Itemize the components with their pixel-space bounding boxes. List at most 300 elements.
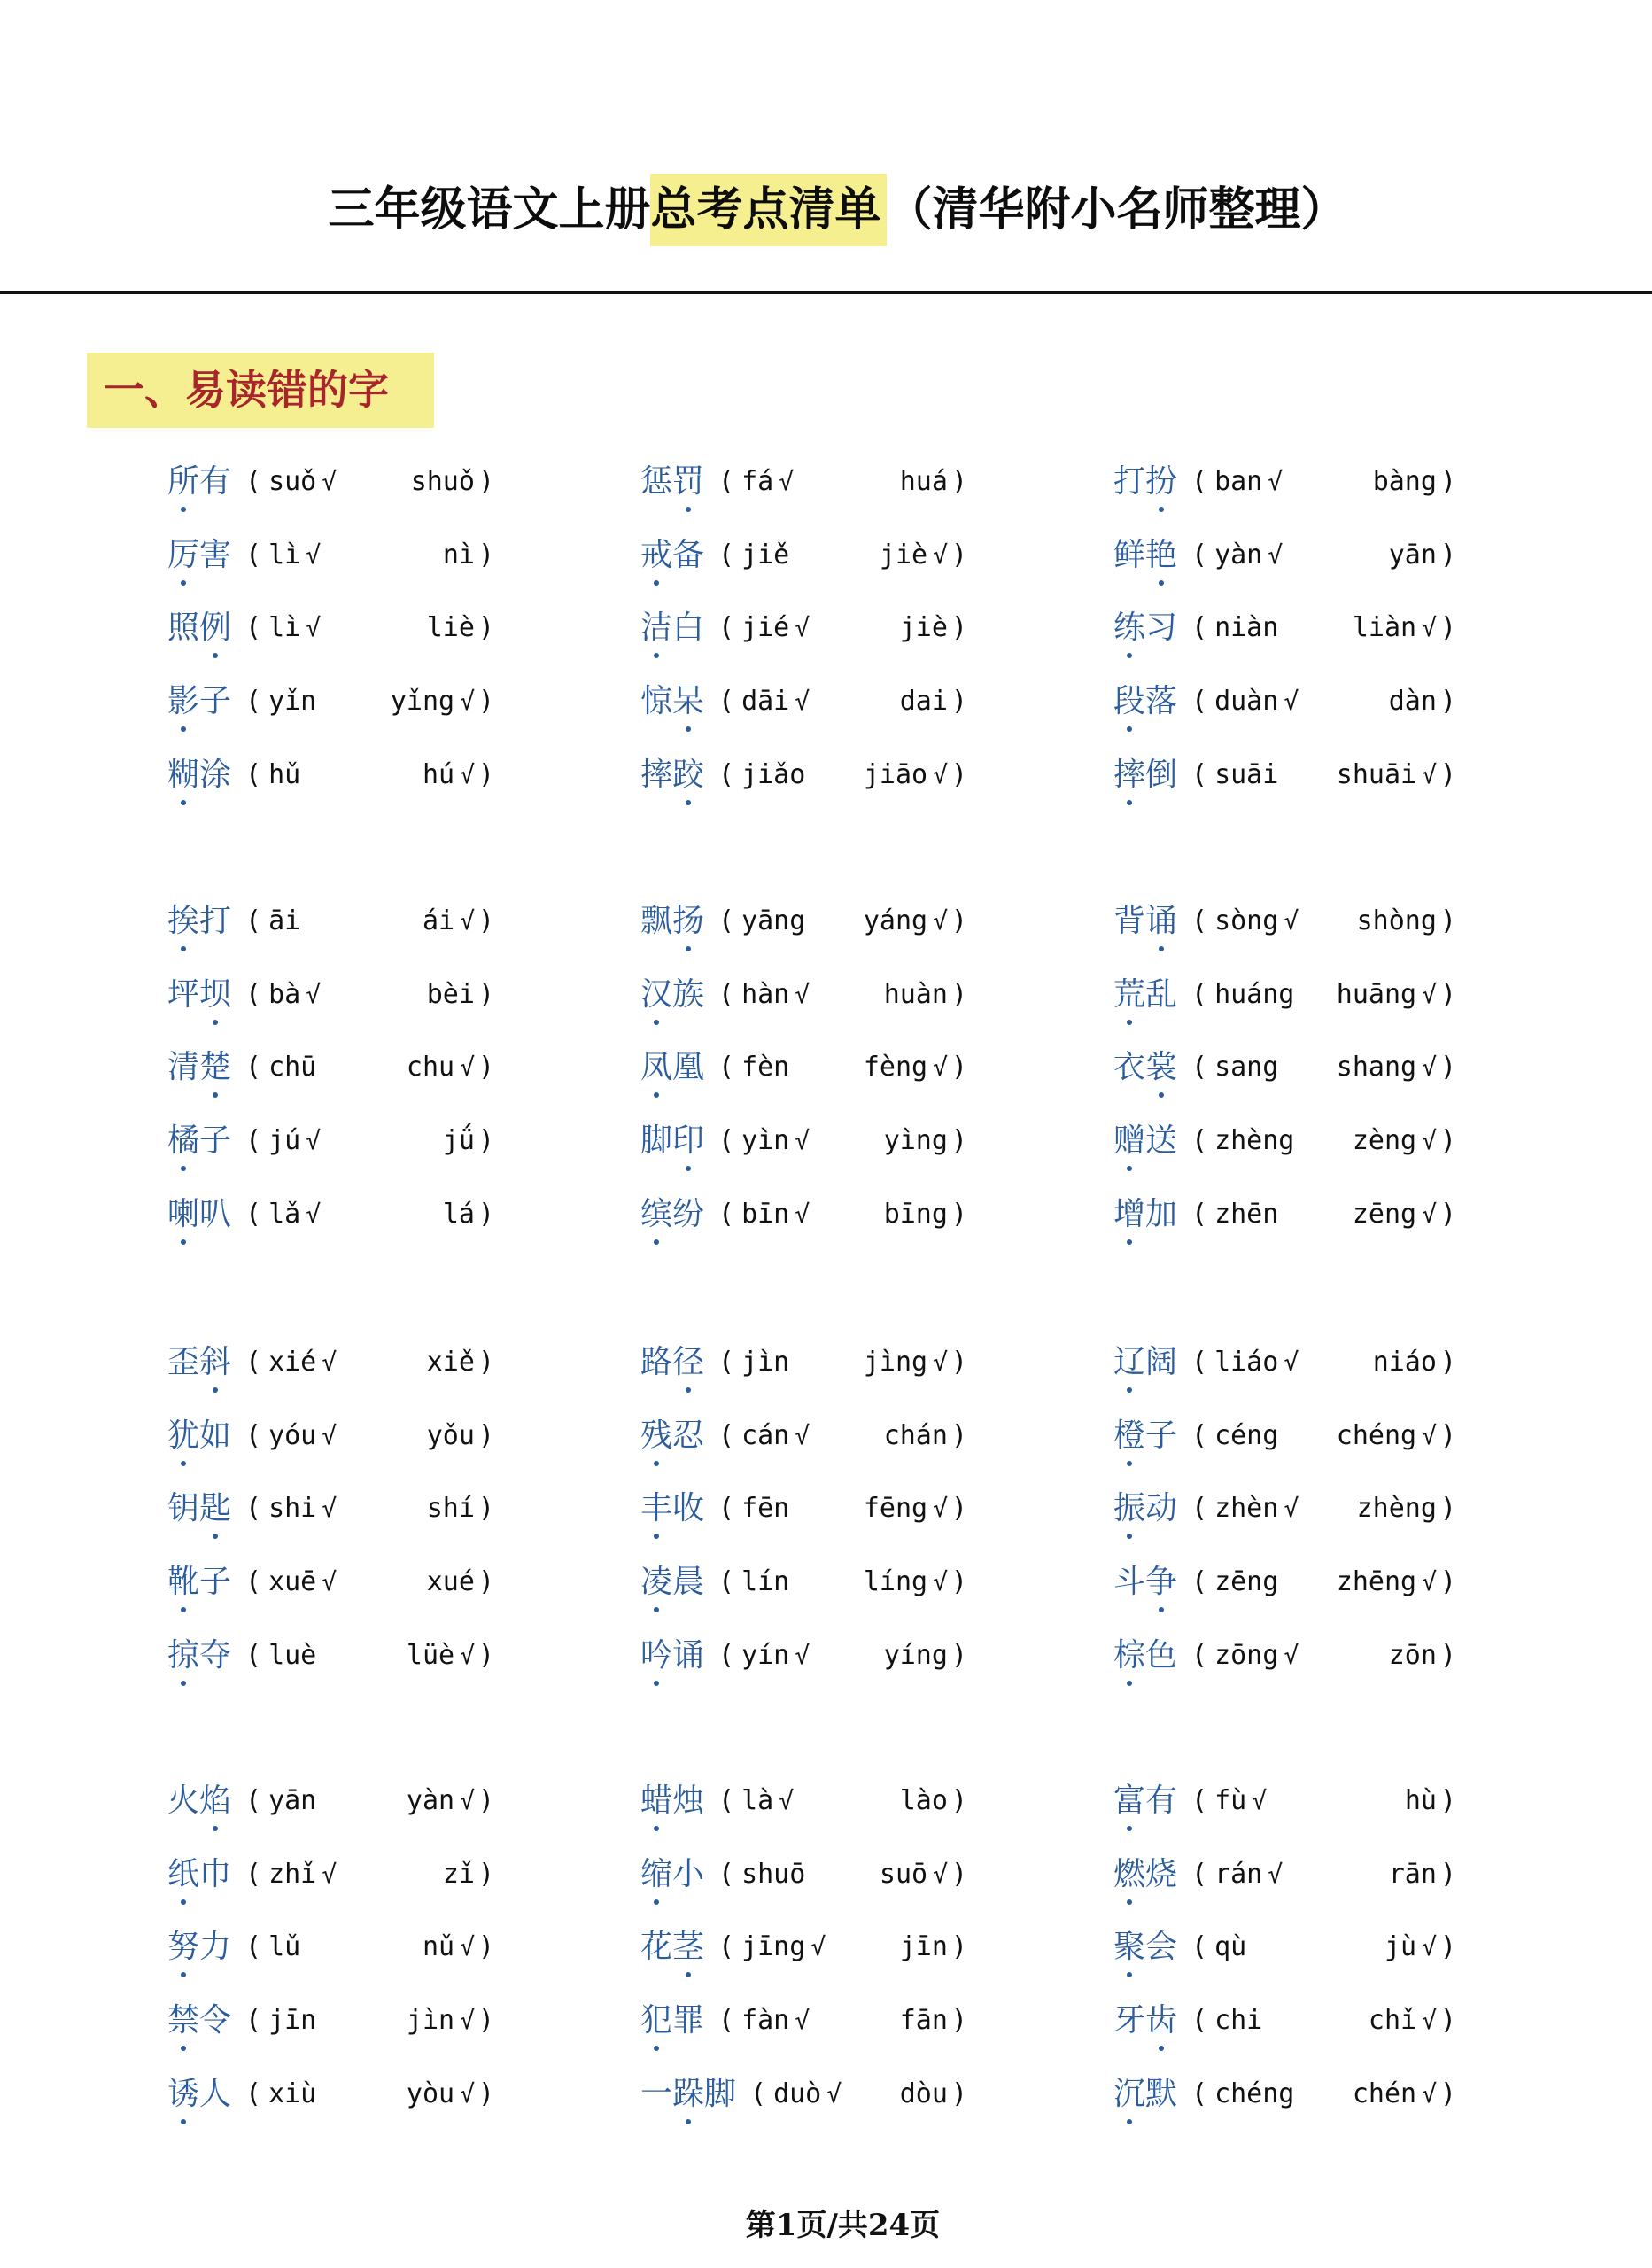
paren-open: ( [1191,905,1208,937]
pinyin-text: dàn [1388,686,1437,718]
word [640,757,704,793]
paren-open: ( [245,2078,262,2109]
word-item [1113,885,1456,959]
paren-open: ( [1191,1419,1208,1451]
pinyin-text: xuē [268,1566,317,1598]
pinyin-option-2 [864,1565,948,1600]
paren-close: ) [1439,905,1456,937]
emphasis-dot-char: 练 [1113,610,1146,647]
emphasis-dot-char: 凌 [640,1564,673,1601]
word-item [640,1326,967,1400]
check-mark-icon: √ [306,979,322,1009]
pinyin-option-2 [1357,1491,1437,1526]
word [1113,1050,1177,1085]
word-char: 加 [1145,1195,1178,1232]
pinyin-option-2 [884,1197,948,1232]
pinyin-option-1 [741,1930,826,1965]
paren-open: ( [718,612,735,644]
word-char: 如 [199,1417,232,1454]
pinyin-option-2 [900,610,948,646]
word-char: 令 [199,2002,232,2039]
pinyin-option-2 [443,1857,475,1892]
pinyin-text: yān [1388,539,1437,571]
paren-close: ) [950,2005,967,2037]
word-char: 送 [1145,1122,1178,1160]
emphasis-dot-char: 焰 [199,1783,232,1820]
word-char: 子 [1145,1417,1178,1454]
pinyin-option-1 [741,464,794,500]
word [167,2003,231,2039]
check-mark-icon: √ [933,1348,948,1378]
emphasis-dot-char: 犯 [640,2002,673,2039]
pinyin-text: chi [1214,2005,1263,2037]
pinyin-option-2 [884,1638,948,1674]
paren-open: ( [1191,1785,1208,1817]
pinyin-option-2 [884,1418,948,1454]
word-char: 烧 [1145,1855,1178,1892]
paren-close: ) [477,1493,494,1525]
word [640,464,704,500]
emphasis-dot-char: 赠 [1113,1122,1146,1160]
word-item [167,885,494,959]
pinyin-text: shi [268,1493,317,1525]
check-mark-icon: √ [1252,1786,1268,1816]
pinyin-option-1 [1214,1197,1278,1232]
emphasis-dot-char: 争 [1145,1564,1178,1601]
emphasis-dot-char: 富 [1113,1783,1146,1820]
emphasis-dot-char: 糊 [167,756,200,793]
check-mark-icon: √ [460,1052,475,1083]
pinyin-text: yān [268,1785,317,1817]
pinyin-text: yǒu [426,1419,475,1451]
check-mark-icon: √ [795,979,810,1009]
pinyin-text: zēng [1352,1198,1417,1230]
pinyin-text: yòu [406,2078,455,2109]
word-char: 纷 [672,1195,705,1232]
word-item [640,1984,967,2058]
word-item [167,2057,494,2131]
pinyin-option-2 [411,464,475,500]
emphasis-dot-char: 诵 [1145,903,1178,940]
pinyin-text: xiě [426,1347,475,1379]
pinyin-option-2 [1353,610,1437,646]
pinyin-text: dai [899,686,948,718]
paren-open: ( [718,1052,735,1084]
emphasis-dot-char: 坝 [199,975,232,1013]
paren-close: ) [1439,758,1456,790]
check-mark-icon: √ [795,687,810,717]
pinyin-option-2 [1337,977,1437,1013]
word-char: 忍 [672,1417,705,1454]
pinyin-option-2 [1353,2077,1437,2112]
pinyin-text: huāng [1336,978,1417,1010]
paren-open: ( [245,1566,262,1598]
paren-open: ( [245,1198,262,1230]
paren-close: ) [477,1639,494,1671]
word-char: 斗 [1113,1564,1146,1601]
paren-open: ( [718,2005,735,2037]
paren-close: ) [1439,1566,1456,1598]
pinyin-text: nì [442,539,475,571]
paren-open: ( [245,758,262,790]
pinyin-option-1 [268,1418,337,1454]
paren-open: ( [1191,2078,1208,2109]
pinyin-option-1 [1214,684,1299,719]
pinyin-option-2 [1384,1930,1437,1965]
emphasis-dot-char: 残 [640,1417,673,1454]
pinyin-text: là [741,1785,774,1817]
pinyin-option-2 [884,1123,948,1159]
word-group [0,885,1652,1253]
pinyin-option-1 [741,1197,810,1232]
word-column [640,446,967,812]
pinyin-option-2 [900,464,948,500]
pinyin-option-2 [443,538,475,573]
pinyin-text: nǔ [422,1931,455,1963]
pinyin-text: chu [406,1052,455,1084]
pinyin-option-2 [864,904,948,939]
section-heading: 一、易读错的字 [87,353,434,428]
pinyin-text: lá [442,1198,475,1230]
check-mark-icon: √ [306,613,322,643]
paren-open: ( [1191,978,1208,1010]
pinyin-text: shuāi [1336,758,1417,790]
pinyin-text: liáo [1214,1347,1279,1379]
word-char: 白 [672,610,705,647]
word [640,684,704,719]
word-item [167,1105,494,1178]
check-mark-icon: √ [1284,1494,1299,1524]
pinyin-text: líng [863,1566,928,1598]
pinyin-text: huàn [883,978,948,1010]
word-item [640,885,967,959]
pinyin-text: niàn [1214,612,1279,644]
paren-open: ( [718,466,735,498]
word-char: 坪 [167,975,200,1013]
pinyin-option-2 [1373,464,1437,500]
check-mark-icon: √ [1284,906,1299,936]
paren-open: ( [245,1419,262,1451]
word-item [1113,519,1456,593]
word-char: 路 [640,1344,673,1381]
pinyin-text: zhèng [1356,1493,1437,1525]
paren-close: ) [477,539,494,571]
paren-close: ) [1439,2078,1456,2109]
word [1113,1930,1177,1965]
word-column [1113,885,1456,1251]
word-item [640,1400,967,1473]
check-mark-icon: √ [306,540,322,570]
check-mark-icon: √ [1284,1348,1299,1378]
word [167,1197,231,1232]
pinyin-text: jiāo [863,758,928,790]
word-item [167,1984,494,2058]
word-item [640,959,967,1032]
pinyin-text: jìn [406,2005,455,2037]
pinyin-option-2 [1369,2003,1437,2039]
paren-close: ) [950,1566,967,1598]
pinyin-option-2 [880,1857,948,1892]
paren-open: ( [718,1639,735,1671]
word [640,2003,704,2039]
emphasis-dot-char: 诱 [167,2075,200,2112]
emphasis-dot-char: 挨 [167,903,200,940]
word [640,1783,704,1819]
paren-open: ( [718,905,735,937]
pinyin-text: fèn [741,1052,790,1084]
paren-close: ) [477,978,494,1010]
check-mark-icon: √ [795,1199,810,1229]
word-char: 惊 [640,683,673,720]
pinyin-text: duàn [1214,686,1279,718]
check-mark-icon: √ [460,2006,475,2036]
emphasis-dot-char: 裳 [1145,1049,1178,1086]
word [1113,1418,1177,1454]
paren-open: ( [1191,1052,1208,1084]
pinyin-text: huá [899,466,948,498]
word-char: 习 [1145,610,1178,647]
pinyin-text: zèng [1352,1125,1417,1157]
page-indicator: 第1页/共24页 [745,2208,941,2243]
word-char: 烛 [672,1783,705,1820]
pinyin-option-2 [864,1345,948,1380]
emphasis-dot-char: 罚 [672,463,705,501]
check-mark-icon: √ [460,2078,475,2109]
pinyin-option-1 [268,1050,316,1085]
pinyin-text: fá [741,466,774,498]
pinyin-text: rán [1214,1858,1263,1890]
paren-close: ) [477,466,494,498]
pinyin-option-2 [427,1418,475,1454]
pinyin-option-1 [741,2003,810,2039]
pinyin-text: céng [1214,1419,1279,1451]
pinyin-text: lì [268,612,301,644]
pinyin-option-2 [900,684,948,719]
pinyin-text: jīn [268,2005,317,2037]
pinyin-option-1 [268,610,321,646]
paren-open: ( [245,1052,262,1084]
word-item [1113,446,1456,519]
paren-close: ) [950,1419,967,1451]
word [1113,684,1177,719]
word-group [0,1326,1652,1694]
title-highlight: 总考点清单 [650,174,886,246]
paren-close: ) [950,905,967,937]
check-mark-icon: √ [1422,1932,1437,1962]
word-item [1113,738,1456,812]
check-mark-icon: √ [933,759,948,789]
word-item [640,1619,967,1692]
pinyin-option-1 [268,904,300,939]
pinyin-option-2 [443,1123,475,1159]
word [167,757,231,793]
pinyin-option-1 [1214,2003,1262,2039]
paren-open: ( [1191,1639,1208,1671]
paren-close: ) [477,1858,494,1890]
pinyin-option-2 [1337,1050,1437,1085]
check-mark-icon: √ [460,687,475,717]
paren-open: ( [1191,1125,1208,1157]
word-group [0,1765,1652,2132]
emphasis-dot-char: 匙 [199,1490,232,1527]
pinyin-option-2 [407,1050,475,1085]
word-item [640,1546,967,1619]
word-char: 会 [1145,1929,1178,1966]
pinyin-text: fān [899,2005,948,2037]
check-mark-icon: √ [933,1567,948,1597]
pinyin-option-2 [443,1197,475,1232]
paren-open: ( [1191,539,1208,571]
pinyin-text: dòu [899,2078,948,2109]
pinyin-option-1 [268,1123,321,1159]
word-column [640,1765,967,2131]
emphasis-dot-char: 厉 [167,536,200,573]
word-item [167,592,494,665]
pinyin-option-2 [1405,1783,1437,1819]
paren-close: ) [1439,1931,1456,1963]
pinyin-option-1 [268,1491,337,1526]
pinyin-text: ban [1214,466,1263,498]
word-item [640,446,967,519]
word-item [1113,1838,1456,1912]
emphasis-dot-char: 段 [1113,683,1146,720]
pinyin-text: xiù [268,2078,317,2109]
pinyin-option-1 [741,1491,789,1526]
pinyin-text: yìn [741,1125,790,1157]
pinyin-option-1 [268,2077,316,2112]
word-item [640,519,967,593]
word-char: 飘 [640,903,673,940]
word-item [640,1765,967,1838]
pinyin-text: zhēn [1214,1198,1279,1230]
paren-close: ) [1439,2005,1456,2037]
word [1113,464,1177,500]
pinyin-text: yín [741,1639,790,1671]
paren-open: ( [245,1347,262,1379]
pinyin-text: hù [1404,1785,1437,1817]
emphasis-dot-char: 努 [167,1929,200,1966]
emphasis-dot-char: 吟 [640,1636,673,1674]
pinyin-text: duò [773,2078,822,2109]
pinyin-option-1 [1214,1345,1299,1380]
word-column [1113,1765,1456,2131]
pinyin-text: zēng [1214,1566,1279,1598]
paren-close: ) [1439,1785,1456,1817]
word-item [640,2057,967,2131]
paren-close: ) [1439,1639,1456,1671]
emphasis-dot-char: 禁 [167,2002,200,2039]
word-char: 打 [199,903,232,940]
pinyin-text: liè [426,612,475,644]
word [167,1565,231,1600]
word-char: 色 [1145,1636,1178,1674]
word [640,1638,704,1674]
pinyin-option-2 [423,1930,475,1965]
paren-close: ) [477,2005,494,2037]
word-item [167,1177,494,1251]
word-item [640,1105,967,1178]
pinyin-text: yáng [863,905,928,937]
pinyin-option-1 [773,2077,842,2112]
word-item [640,1472,967,1546]
pinyin-text: xué [426,1566,475,1598]
pinyin-option-1 [268,2003,316,2039]
pinyin-option-2 [423,757,475,793]
word-char: 默 [1145,2075,1178,2112]
pinyin-text: yóu [268,1419,317,1451]
emphasis-dot-char: 橙 [1113,1417,1146,1454]
paren-close: ) [1439,978,1456,1010]
word-char: 小 [672,1855,705,1892]
pinyin-option-1 [1214,757,1278,793]
paren-close: ) [477,1198,494,1230]
paren-close: ) [477,1347,494,1379]
pinyin-option-1 [741,1050,789,1085]
pinyin-option-2 [1389,1857,1437,1892]
pinyin-text: liàn [1352,612,1417,644]
paren-open: ( [1191,758,1208,790]
paren-close: ) [950,466,967,498]
pinyin-option-1 [1214,1857,1283,1892]
pinyin-option-1 [741,1783,794,1819]
word-char: 有 [199,463,232,501]
word-char: 乱 [1145,975,1178,1013]
word [167,610,231,646]
emphasis-dot-char: 纸 [167,1855,200,1892]
pinyin-option-1 [741,1857,805,1892]
emphasis-dot-char: 跺 [672,2075,705,2112]
pinyin-text: bīng [883,1198,948,1230]
pinyin-option-2 [1357,904,1437,939]
word [167,1345,231,1380]
emphasis-dot-char: 艳 [1145,536,1178,573]
paren-close: ) [477,1566,494,1598]
paren-close: ) [950,1052,967,1084]
pinyin-text: chéng [1214,2078,1295,2109]
word-char: 罪 [672,2002,705,2039]
word-item [167,959,494,1032]
pinyin-text: yàn [1214,539,1263,571]
word [1113,904,1177,939]
pinyin-option-1 [268,538,321,573]
word [1113,1123,1177,1159]
check-mark-icon: √ [933,1052,948,1083]
word-char: 脚 [640,1122,673,1160]
paren-open: ( [245,1931,262,1963]
pinyin-text: jìn [741,1347,790,1379]
paren-open: ( [1191,466,1208,498]
emphasis-dot-char: 凤 [640,1049,673,1086]
check-mark-icon: √ [460,1640,475,1670]
word [640,1930,704,1965]
word [167,1050,231,1085]
pinyin-option-2 [1337,1418,1437,1454]
word [167,2077,231,2112]
word-item [1113,1911,1456,1984]
pinyin-option-2 [1373,1345,1437,1380]
pinyin-option-2 [427,610,475,646]
pinyin-option-1 [268,684,316,719]
check-mark-icon: √ [1284,687,1299,717]
pinyin-option-1 [1214,1123,1294,1159]
pinyin-text: shuǒ [410,466,475,498]
check-mark-icon: √ [1422,1052,1437,1083]
check-mark-icon: √ [460,1786,475,1816]
word-item [167,1546,494,1619]
pinyin-option-1 [268,1345,337,1380]
word-char: 落 [1145,683,1178,720]
pinyin-text: niáo [1372,1347,1437,1379]
